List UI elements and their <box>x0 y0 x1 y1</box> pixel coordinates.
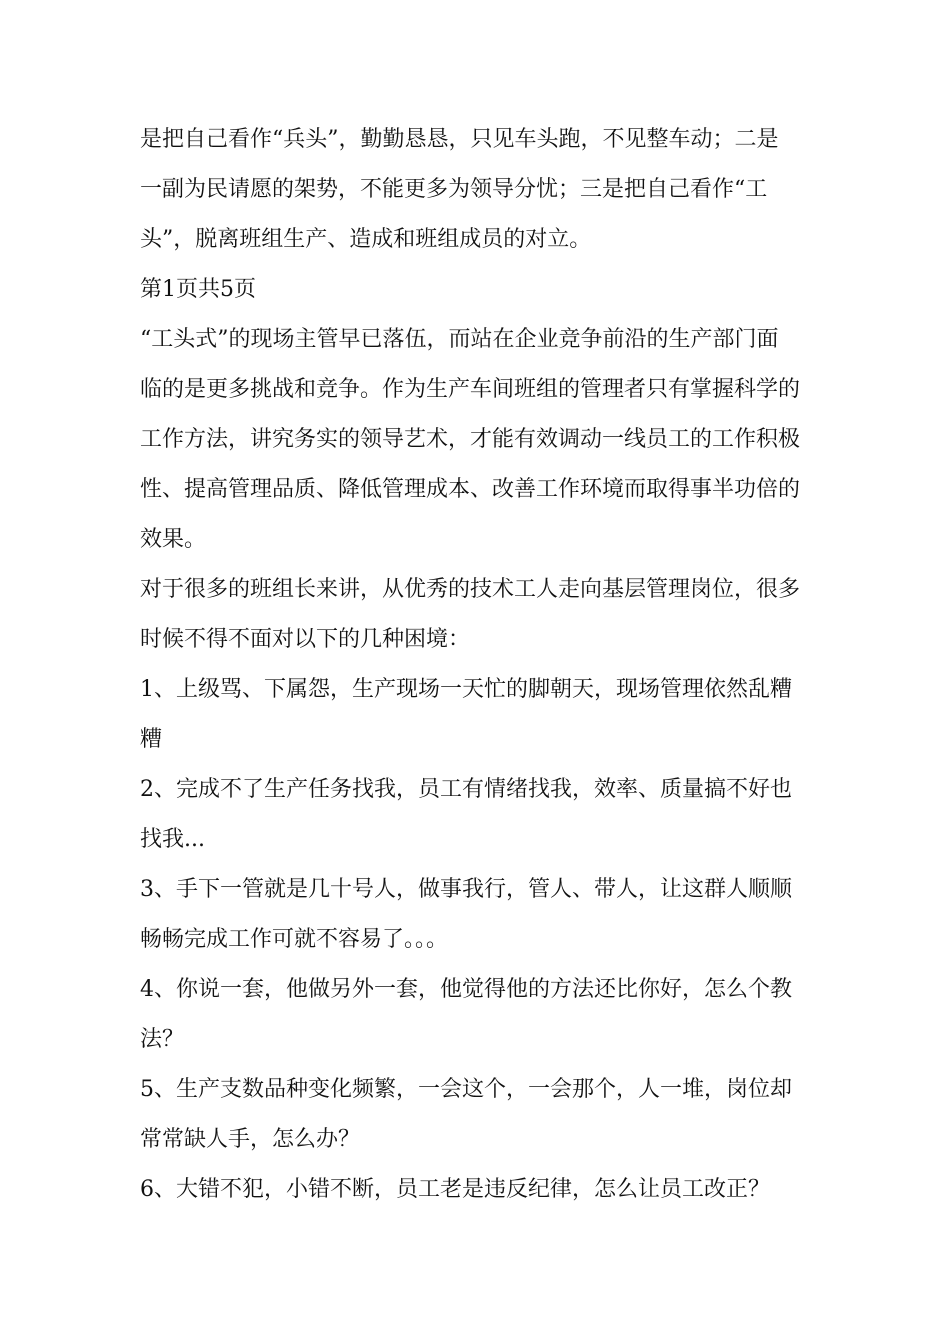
list-item-line: 6、大错不犯，小错不断，员工老是违反纪律，怎么让员工改正？ <box>140 1177 770 1202</box>
list-item-line: 1、上级骂、下属怨，生产现场一天忙的脚朝天，现场管理依然乱糟 <box>140 677 792 702</box>
list-item-line: 2、完成不了生产任务找我，员工有情绪找我，效率、质量搞不好也 <box>140 777 792 802</box>
list-item-line: 找我... <box>140 827 205 852</box>
paragraph-line: 性、提高管理品质、降低管理成本、改善工作环境而取得事半功倍的 <box>140 477 801 502</box>
paragraph-line: 头”，脱离班组生产、造成和班组成员的对立。 <box>140 227 592 252</box>
list-item-line: 法？ <box>140 1027 185 1052</box>
list-item-line: 5、生产支数品种变化频繁，一会这个，一会那个，人一堆，岗位却 <box>140 1077 792 1102</box>
list-item-line: 糟 <box>140 727 163 752</box>
list-item-line: 4、你说一套，他做另外一套，他觉得他的方法还比你好，怎么个教 <box>140 977 792 1002</box>
paragraph-line: 临的是更多挑战和竞争。作为生产车间班组的管理者只有掌握科学的 <box>140 377 801 402</box>
list-item-line: 常常缺人手，怎么办？ <box>140 1127 361 1152</box>
list-item-line: 畅畅完成工作可就不容易了。。。 <box>140 927 449 952</box>
paragraph-line: 效果。 <box>140 527 207 552</box>
paragraph-line: “工头式”的现场主管早已落伍，而站在企业竞争前沿的生产部门面 <box>140 327 779 352</box>
page-number-text: 第1页共5页 <box>140 277 256 302</box>
paragraph-line: 对于很多的班组长来讲，从优秀的技术工人走向基层管理岗位，很多 <box>140 577 801 602</box>
paragraph-line: 是把自己看作“兵头”，勤勤恳恳，只见车头跑，不见整车动；二是 <box>140 127 779 152</box>
list-item-line: 3、手下一管就是几十号人，做事我行，管人、带人，让这群人顺顺 <box>140 877 792 902</box>
paragraph-line: 工作方法，讲究务实的领导艺术，才能有效调动一线员工的工作积极 <box>140 427 801 452</box>
paragraph-line: 时候不得不面对以下的几种困境： <box>140 627 471 652</box>
paragraph-line: 一副为民请愿的架势，不能更多为领导分忧；三是把自己看作“工 <box>140 177 768 202</box>
